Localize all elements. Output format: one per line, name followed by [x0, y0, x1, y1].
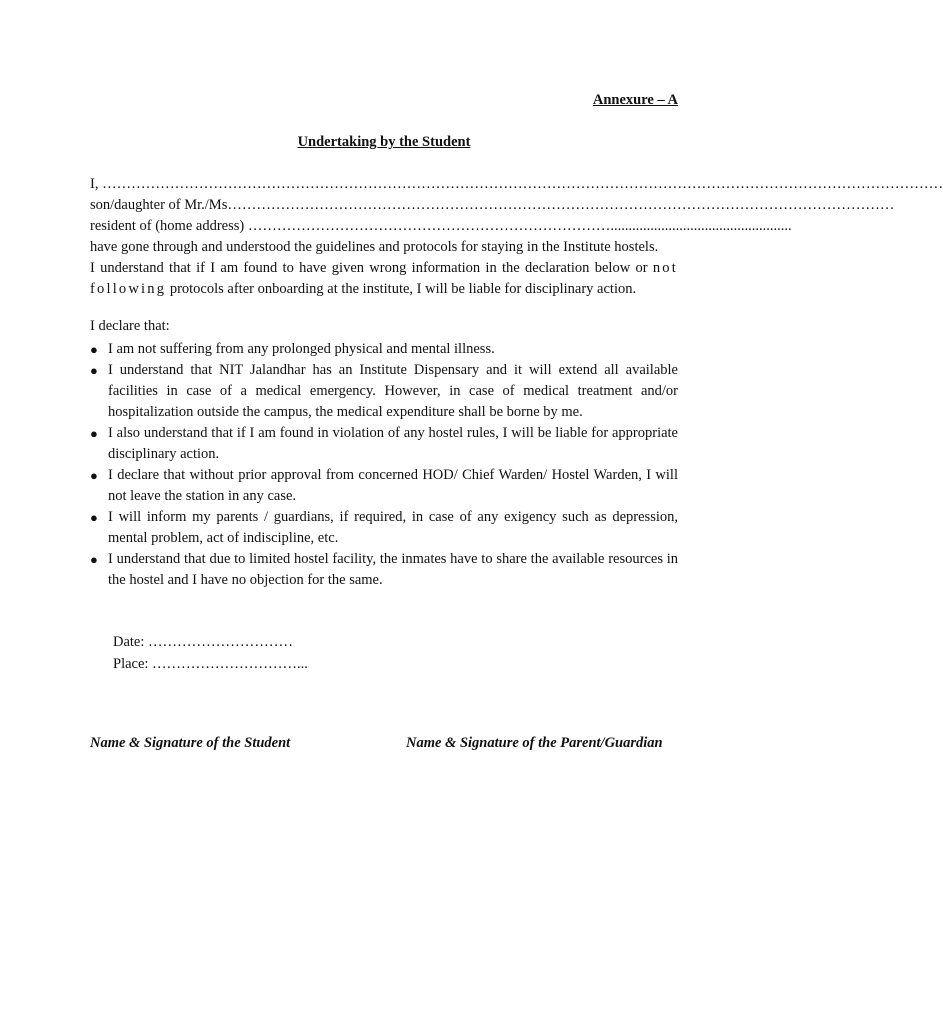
date-field: Date: …………………………: [113, 634, 294, 650]
list-item-text: I will inform my parents / guardians, if required, in case of any exigency such as depression, mental problem, act of indiscipline, etc.: [108, 509, 678, 546]
intro-sentence-2-spaced: not following: [90, 260, 678, 297]
list-item-text: I declare that without prior approval from concerned HOD/ Chief Warden/ Hostel Warden, I will not leave the station in any case.: [108, 467, 678, 504]
declaration-list: [90, 339, 678, 591]
parent-name-line: son/daughter of Mr./Ms…………………………………………………………………………………………………………………………: [90, 197, 895, 213]
list-item: [90, 465, 678, 507]
bullet-icon: ●: [90, 552, 98, 567]
list-item: [90, 549, 678, 591]
bullet-icon: ●: [90, 468, 98, 483]
intro-sentence-2: [90, 258, 678, 300]
bullet-icon: ●: [90, 426, 98, 441]
list-item: [90, 339, 678, 360]
annexure-label: Annexure – A: [592, 92, 678, 108]
list-item: [90, 507, 678, 549]
list-item-text: I am not suffering from any prolonged physical and mental illness.: [108, 341, 495, 357]
intro-paragraph: [90, 237, 678, 300]
bullet-icon: ●: [90, 510, 98, 525]
list-item: [90, 423, 678, 465]
intro-sentence-2-part-2: protocols after onboarding at the institute, I will be liable for disciplinary action.: [166, 281, 637, 297]
declaration-label: I declare that:: [90, 318, 170, 334]
date-place-block: [113, 631, 308, 675]
intro-sentence-2-part-1: I understand that if I am found to have given wrong information in the declaration below or: [90, 260, 648, 276]
list-item-text: I understand that NIT Jalandhar has an Institute Dispensary and it will extend all available facilities in case of a medical emergency. However, in case of medical treatment and/or hospitalization outside the campus, the medical expenditure shall be borne by me.: [108, 362, 678, 420]
form-fields: [90, 174, 943, 237]
list-item-text: I also understand that if I am found in violation of any hostel rules, I will be liable for appropriate disciplinary action.: [108, 425, 678, 462]
intro-sentence-1: have gone through and understood the guidelines and protocols for staying in the Institute hostels.: [90, 239, 659, 255]
bullet-icon: ●: [90, 363, 98, 378]
list-item: [90, 360, 678, 423]
student-name-line: I, …………………………………………………………………………………………………………………………………………………………: [90, 176, 943, 192]
parent-signature-label: Name & Signature of the Parent/Guardian: [406, 735, 663, 751]
list-item-text: I understand that due to limited hostel facility, the inmates have to share the available resources in the hostel and I have no objection for the same.: [108, 551, 678, 588]
page-title: Undertaking by the Student: [297, 134, 471, 150]
student-signature-label: Name & Signature of the Student: [90, 735, 291, 751]
place-field: Place: …………………………...: [113, 656, 308, 672]
home-address-line: resident of (home address) …………………………………………………………………..................................................: [90, 218, 792, 234]
bullet-icon: ●: [90, 342, 98, 357]
